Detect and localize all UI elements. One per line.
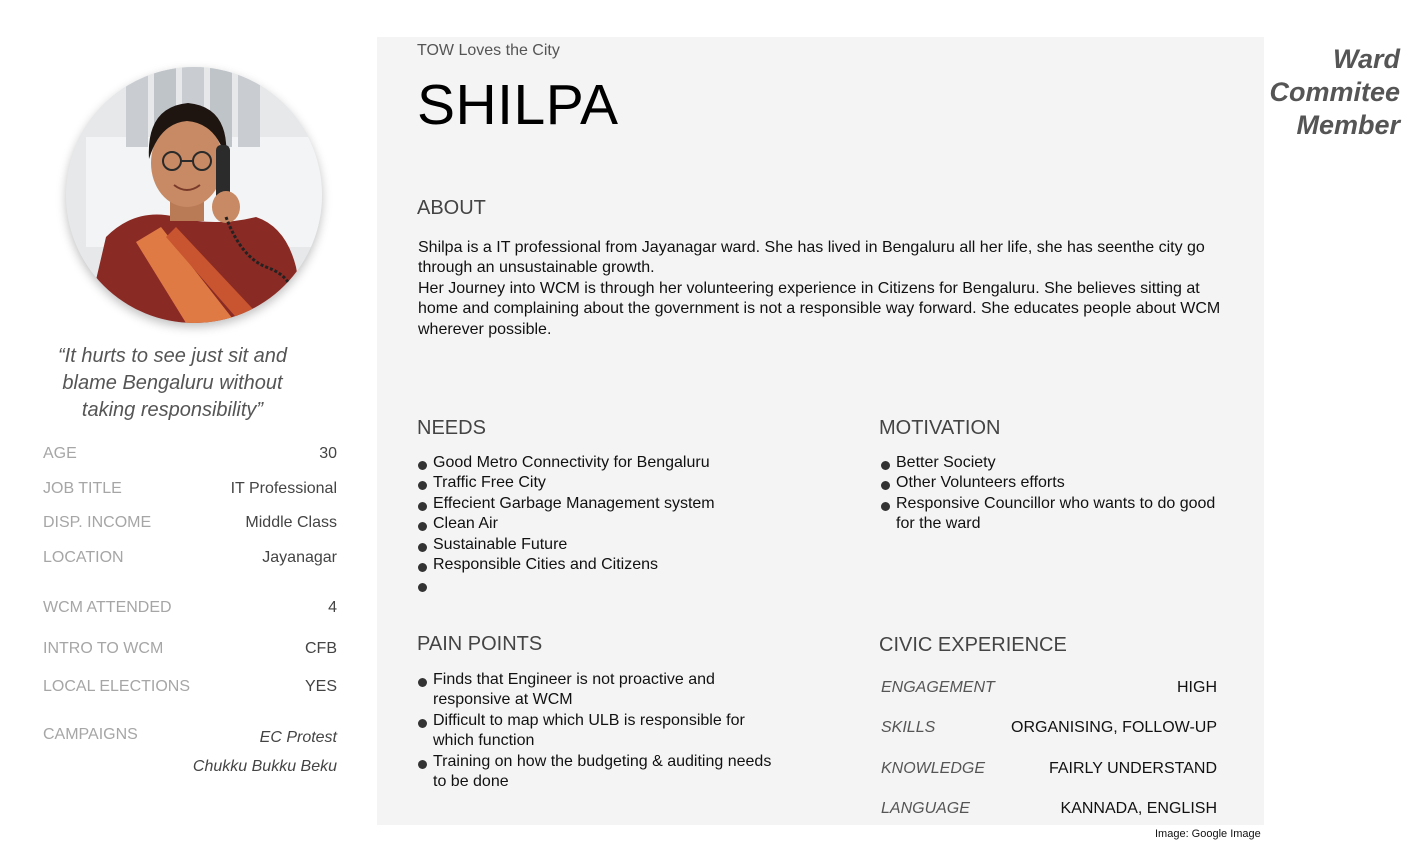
- attr-label-wcm-attended: WCM ATTENDED: [43, 599, 172, 616]
- pain-points-title: PAIN POINTS: [417, 633, 543, 655]
- list-item: Sustainable Future: [417, 535, 817, 555]
- list-item: Other Volunteers efforts: [880, 473, 1220, 493]
- attr-value-age: 30: [319, 445, 337, 462]
- list-item: Finds that Engineer is not proactive and responsive at WCM: [417, 670, 777, 711]
- attr-value-intro-to-wcm: CFB: [305, 640, 337, 657]
- attr-value-location: Jayanagar: [262, 549, 337, 566]
- attr-label-location: LOCATION: [43, 549, 124, 566]
- civic-value: KANNADA, ENGLISH: [1060, 800, 1217, 817]
- about-paragraph: Shilpa is a IT professional from Jayanagar ward. She has lived in Bengaluru all her life, she has seenthe city go through an unsustainable growth.: [418, 239, 1205, 277]
- about-paragraph: Her Journey into WCM is through her volunteering experience in Citizens for Bengaluru. She believes sitting at home and complaining about the government is not a responsible way forward. She educates people about WCM wherever possible.: [418, 279, 1221, 338]
- attr-value-job-title: IT Professional: [230, 480, 337, 497]
- civic-row-skills: [881, 719, 1217, 741]
- list-item: Responsive Councillor who wants to do good for the ward: [880, 494, 1220, 535]
- needs-list: [417, 453, 817, 596]
- persona-photo: [66, 67, 322, 323]
- civic-label: LANGUAGE: [881, 800, 970, 817]
- about-text: [418, 238, 1238, 340]
- list-item: Difficult to map which ULB is responsible for which function: [417, 711, 777, 752]
- pain-points-list: [417, 670, 777, 792]
- attr-label-local-elections: LOCAL ELECTIONS: [43, 678, 191, 695]
- motivation-title: MOTIVATION: [879, 417, 1001, 439]
- motivation-list: [880, 453, 1220, 535]
- persona-name: SHILPA: [417, 73, 619, 137]
- civic-value: HIGH: [1177, 679, 1217, 696]
- list-item: Responsible Cities and Citizens: [417, 555, 817, 575]
- avatar: [66, 67, 322, 323]
- list-item: Effecient Garbage Management system: [417, 494, 817, 514]
- civic-label: SKILLS: [881, 719, 936, 736]
- civic-label: KNOWLEDGE: [881, 760, 986, 777]
- list-item: Good Metro Connectivity for Bengaluru: [417, 453, 817, 473]
- persona-subtitle: TOW Loves the City: [417, 42, 560, 59]
- attr-label-intro-to-wcm: INTRO TO WCM: [43, 640, 164, 657]
- attr-label-income: DISP. INCOME: [43, 514, 152, 531]
- list-item: Better Society: [880, 453, 1220, 473]
- image-credit: Image: Google Image: [1155, 828, 1261, 840]
- civic-experience-title: CIVIC EXPERIENCE: [879, 634, 1067, 656]
- campaign-item: EC Protest: [259, 729, 337, 746]
- attr-label-campaigns: CAMPAIGNS: [43, 726, 138, 743]
- civic-row-engagement: [881, 679, 1217, 701]
- list-item: Training on how the budgeting & auditing needs to be done: [417, 752, 777, 793]
- attr-value-wcm-attended: 4: [328, 599, 337, 616]
- civic-row-language: [881, 800, 1217, 822]
- attr-label-age: AGE: [43, 445, 77, 462]
- persona-quote: “It hurts to see just sit and blame Bengaluru without taking responsibility”: [58, 345, 287, 421]
- civic-value: ORGANISING, FOLLOW-UP: [1011, 719, 1217, 736]
- campaign-item: Chukku Bukku Beku: [192, 758, 337, 775]
- list-item: Traffic Free City: [417, 473, 817, 493]
- civic-label: ENGAGEMENT: [881, 679, 995, 696]
- civic-value: FAIRLY UNDERSTAND: [1048, 760, 1217, 777]
- list-item: Clean Air: [417, 514, 817, 534]
- needs-title: NEEDS: [417, 417, 486, 439]
- attr-value-income: Middle Class: [245, 514, 337, 531]
- persona-role: Ward Commitee Member: [1269, 44, 1400, 140]
- civic-row-knowledge: [881, 760, 1217, 782]
- attr-value-local-elections: YES: [304, 678, 337, 695]
- about-title: ABOUT: [417, 197, 486, 219]
- list-item: [417, 575, 817, 595]
- attr-label-job-title: JOB TITLE: [43, 480, 122, 497]
